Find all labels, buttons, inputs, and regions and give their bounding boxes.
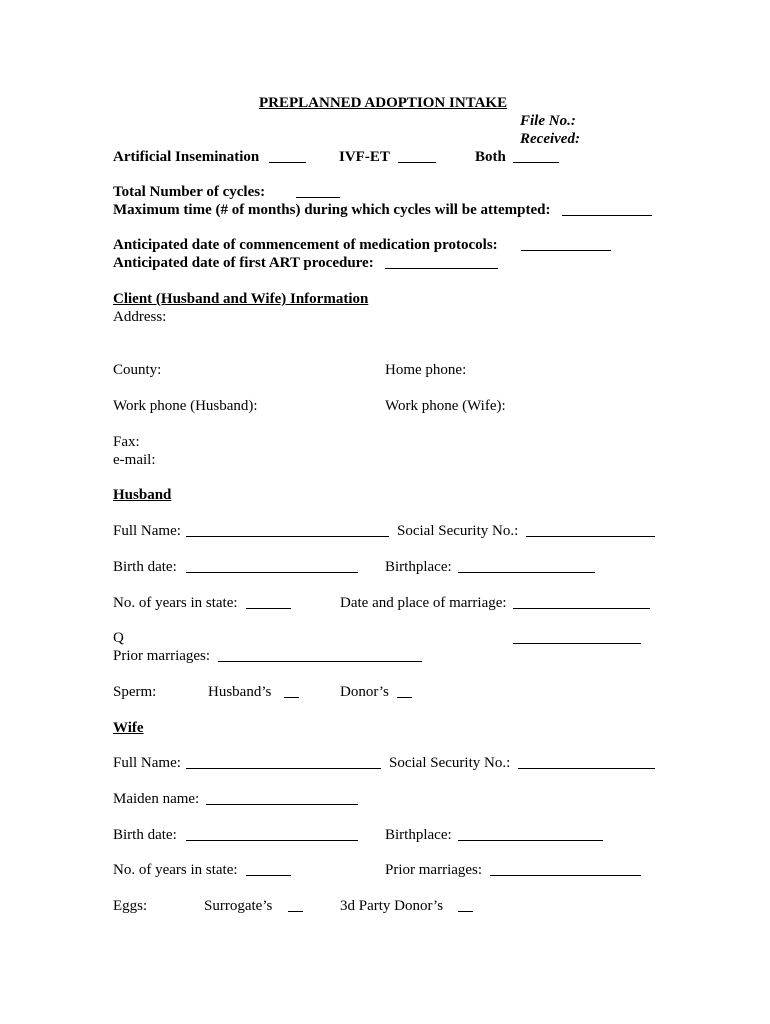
max-time-label: Maximum time (# of months) during which cycles will be attempted:: [113, 202, 551, 218]
eggs-third-party-donors-label: 3d Party Donor’s: [340, 898, 444, 914]
form-title: PREPLANNED ADOPTION INTAKE: [259, 95, 508, 111]
address-label: Address:: [113, 309, 167, 325]
email-label: e-mail:: [113, 452, 156, 468]
max-time-blank[interactable]: [562, 215, 652, 216]
husband-q-label: Q: [113, 630, 124, 646]
wife-ssn-blank[interactable]: [518, 768, 655, 769]
artificial-insemination-label: Artificial Insemination: [113, 149, 260, 165]
husband-birth-date-label: Birth date:: [113, 559, 177, 575]
marriage-date-place-blank-2[interactable]: [513, 643, 641, 644]
eggs-label: Eggs:: [113, 898, 148, 914]
client-info-heading: Client (Husband and Wife) Information: [113, 291, 369, 307]
wife-birth-date-blank[interactable]: [186, 840, 358, 841]
work-phone-husband-label: Work phone (Husband):: [113, 398, 258, 414]
husband-full-name-blank[interactable]: [186, 536, 389, 537]
wife-ssn-label: Social Security No.:: [389, 755, 511, 771]
received-label: Received:: [520, 131, 580, 147]
both-blank[interactable]: [513, 162, 559, 163]
wife-birth-date-label: Birth date:: [113, 827, 177, 843]
marriage-date-place-blank[interactable]: [513, 608, 650, 609]
eggs-surrogates-label: Surrogate’s: [204, 898, 273, 914]
first-art-date-label: Anticipated date of first ART procedure:: [113, 255, 374, 271]
fax-label: Fax:: [113, 434, 140, 450]
medication-date-blank[interactable]: [521, 250, 611, 251]
first-art-date-blank[interactable]: [385, 268, 498, 269]
ivf-et-blank[interactable]: [398, 162, 436, 163]
work-phone-wife-label: Work phone (Wife):: [385, 398, 506, 414]
maiden-name-label: Maiden name:: [113, 791, 200, 807]
husband-birth-date-blank[interactable]: [186, 572, 358, 573]
eggs-surrogates-blank[interactable]: [288, 911, 303, 912]
medication-date-label: Anticipated date of commencement of medication protocols:: [113, 237, 498, 253]
sperm-donors-label: Donor’s: [340, 684, 389, 700]
wife-full-name-label: Full Name:: [113, 755, 181, 771]
total-cycles-blank[interactable]: [296, 197, 340, 198]
husband-ssn-blank[interactable]: [526, 536, 655, 537]
maiden-name-blank[interactable]: [206, 804, 358, 805]
wife-birthplace-label: Birthplace:: [385, 827, 452, 843]
husband-years-in-state-label: No. of years in state:: [113, 595, 238, 611]
total-cycles-label: Total Number of cycles:: [113, 184, 266, 200]
husband-prior-marriages-label: Prior marriages:: [113, 648, 211, 664]
wife-heading: Wife: [113, 720, 144, 736]
wife-prior-marriages-blank[interactable]: [490, 875, 641, 876]
wife-full-name-blank[interactable]: [186, 768, 381, 769]
file-no-label: File No.:: [520, 113, 576, 129]
husband-heading: Husband: [113, 487, 172, 503]
husband-full-name-label: Full Name:: [113, 523, 181, 539]
county-label: County:: [113, 362, 162, 378]
sperm-husbands-label: Husband’s: [208, 684, 272, 700]
wife-years-in-state-blank[interactable]: [246, 875, 291, 876]
sperm-label: Sperm:: [113, 684, 157, 700]
husband-prior-marriages-blank[interactable]: [218, 661, 422, 662]
artificial-insemination-blank[interactable]: [269, 162, 306, 163]
eggs-third-party-donors-blank[interactable]: [458, 911, 473, 912]
both-label: Both: [475, 149, 506, 165]
husband-ssn-label: Social Security No.:: [397, 523, 519, 539]
wife-years-in-state-label: No. of years in state:: [113, 862, 238, 878]
ivf-et-label: IVF-ET: [339, 149, 390, 165]
husband-years-in-state-blank[interactable]: [246, 608, 291, 609]
husband-birthplace-label: Birthplace:: [385, 559, 452, 575]
marriage-date-place-label: Date and place of marriage:: [340, 595, 507, 611]
wife-prior-marriages-label: Prior marriages:: [385, 862, 483, 878]
home-phone-label: Home phone:: [385, 362, 467, 378]
sperm-husbands-blank[interactable]: [284, 697, 299, 698]
sperm-donors-blank[interactable]: [397, 697, 412, 698]
husband-birthplace-blank[interactable]: [458, 572, 595, 573]
wife-birthplace-blank[interactable]: [458, 840, 603, 841]
